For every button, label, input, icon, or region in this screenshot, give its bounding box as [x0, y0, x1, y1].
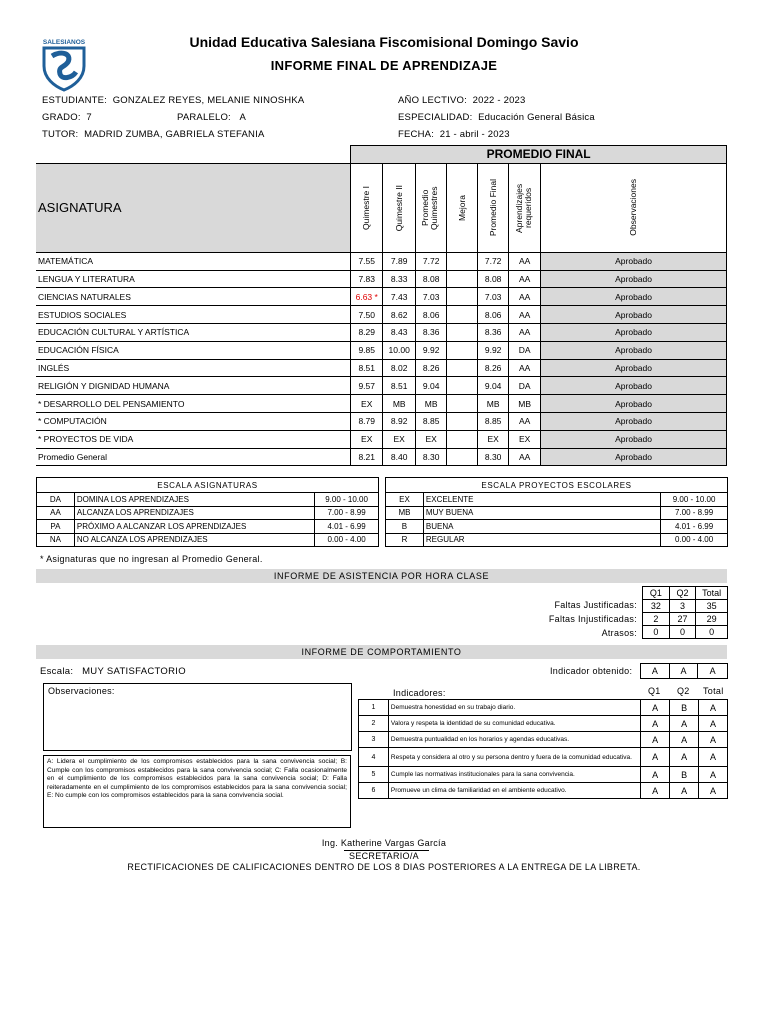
school-name: Unidad Educativa Salesiana Fiscomisional Domingo Savio	[189, 34, 579, 50]
grade-row	[36, 288, 727, 306]
quimestre-1-value: 8.79	[351, 412, 383, 430]
promedio-final-value: 8.30	[478, 448, 509, 466]
aprendizajes-value: AA	[509, 359, 541, 377]
subject-name: MATEMÁTICA	[36, 252, 351, 270]
scale-range: 0.00 - 4.00	[661, 533, 728, 547]
mejora-value	[447, 323, 478, 341]
signature-name: Ing. Katherine Vargas García	[321, 838, 447, 848]
att-header-total: Total	[696, 587, 728, 600]
indicador-total: A	[698, 664, 728, 679]
indicator-text: Valora y respeta la identidad de su comunidad educativa.	[388, 716, 640, 732]
indicador-q1: A	[641, 664, 670, 679]
mejora-value	[447, 252, 478, 270]
scale-range: 7.00 - 8.99	[315, 506, 379, 520]
indicator-row	[359, 783, 728, 799]
grade-row	[36, 270, 727, 288]
promedio-quimestres-value: 8.08	[416, 270, 447, 288]
grade-row	[36, 395, 727, 413]
promedio-final-value: 8.85	[478, 412, 509, 430]
scale-code: EX	[386, 493, 424, 507]
student-name: GONZALEZ REYES, MELANIE NINOSHKA	[112, 95, 305, 106]
scale-description: BUENA	[423, 520, 660, 534]
year-row: AÑO LECTIVO: 2022 - 2023	[398, 95, 526, 106]
indicator-total: A	[699, 783, 728, 799]
quimestre-2-value: 8.43	[383, 323, 416, 341]
promedio-quimestres-value: EX	[416, 430, 447, 448]
aprendizajes-value: AA	[509, 323, 541, 341]
quimestre-1-value: 7.83	[351, 270, 383, 288]
indicator-row	[359, 767, 728, 783]
specialty-value: Educación General Básica	[478, 112, 595, 123]
grade-row	[36, 306, 727, 324]
ind-header-q1: Q1	[648, 686, 661, 696]
promedio-final-value: MB	[478, 395, 509, 413]
indicator-row	[359, 716, 728, 732]
col-promedio-quimestres: Promedio Quimestres	[416, 163, 447, 252]
indicator-text: Demuestra honestidad en su trabajo diario.	[388, 700, 640, 716]
attendance-row	[643, 600, 728, 613]
attendance-row	[643, 613, 728, 626]
mejora-value	[447, 448, 478, 466]
scale-range: 4.01 - 6.99	[661, 520, 728, 534]
attendance-row	[643, 626, 728, 639]
attendance-q2: 0	[669, 626, 696, 639]
indicator-text: Promueve un clima de familiaridad en el ambiente educativo.	[388, 783, 640, 799]
subject-name: CIENCIAS NATURALES	[36, 288, 351, 306]
promedio-final-value: 7.72	[478, 252, 509, 270]
promedio-quimestres-value: 8.85	[416, 412, 447, 430]
subject-name: RELIGIÓN Y DIGNIDAD HUMANA	[36, 377, 351, 395]
indicator-q1: A	[641, 783, 670, 799]
mejora-value	[447, 377, 478, 395]
subject-name: INGLÉS	[36, 359, 351, 377]
date-value: 21 - abril - 2023	[439, 129, 510, 140]
observacion-value: Aprobado	[541, 412, 727, 430]
mejora-value	[447, 430, 478, 448]
promedio-final-value: EX	[478, 430, 509, 448]
quimestre-1-value: EX	[351, 430, 383, 448]
scale-description: MUY BUENA	[423, 506, 660, 520]
comportamiento-title: INFORME DE COMPORTAMIENTO	[36, 645, 727, 659]
col-observaciones: Observaciones	[541, 163, 727, 252]
report-title: INFORME FINAL DE APRENDIZAJE	[270, 58, 498, 73]
observaciones-box[interactable]	[43, 683, 352, 751]
indicator-q1: A	[641, 732, 670, 748]
tutor-row: TUTOR: MADRID ZUMBA, GABRIELA STEFANIA	[42, 129, 265, 140]
quimestre-1-value: 9.85	[351, 341, 383, 359]
promedio-final-value: 8.06	[478, 306, 509, 324]
promedio-final-value: 9.92	[478, 341, 509, 359]
indicator-number: 3	[359, 732, 389, 748]
aprendizajes-value: EX	[509, 430, 541, 448]
quimestre-1-value: 9.57	[351, 377, 383, 395]
grade-row: GRADO: 7	[42, 112, 92, 123]
quimestre-2-value: 8.33	[383, 270, 416, 288]
escala-asignaturas-title: ESCALA ASIGNATURAS	[37, 478, 379, 493]
quimestre-2-value: 7.89	[383, 252, 416, 270]
scale-code: DA	[37, 493, 75, 507]
escala-proyectos-table	[385, 477, 728, 547]
scale-description: NO ALCANZA LOS APRENDIZAJES	[74, 533, 314, 547]
aprendizajes-value: AA	[509, 270, 541, 288]
mejora-value	[447, 288, 478, 306]
quimestre-2-value: 8.51	[383, 377, 416, 395]
indicator-q2: A	[670, 783, 699, 799]
paralelo-value: A	[239, 112, 246, 123]
indicator-text: Respeta y considera al otro y su persona dentro y fuera de la comunidad educativa.	[388, 748, 640, 767]
grade-row	[36, 412, 727, 430]
promedio-final-title: PROMEDIO FINAL	[351, 146, 727, 164]
indicadores-table	[358, 699, 728, 799]
col-mejora: Mejora	[447, 163, 478, 252]
indicator-q2: B	[670, 767, 699, 783]
ind-header-total: Total	[703, 686, 724, 696]
indicadores-label: Indicadores:	[393, 688, 446, 698]
indicator-total: A	[699, 748, 728, 767]
indicator-text: Cumple las normativas institucionales para la sana convivencia.	[388, 767, 640, 783]
asistencia-title: INFORME DE ASISTENCIA POR HORA CLASE	[36, 569, 727, 583]
promedio-quimestres-value: 8.30	[416, 448, 447, 466]
subject-name: * DESARROLLO DEL PENSAMIENTO	[36, 395, 351, 413]
attendance-q1: 2	[643, 613, 670, 626]
quimestre-2-value: 8.40	[383, 448, 416, 466]
specialty-row: ESPECIALIDAD: Educación General Básica	[398, 112, 595, 123]
quimestre-2-value: 8.02	[383, 359, 416, 377]
paralelo-row: PARALELO: A	[177, 112, 246, 123]
quimestre-2-value: 10.00	[383, 341, 416, 359]
indicator-text: Demuestra puntualidad en los horarios y agendas educativas.	[388, 732, 640, 748]
grade-row	[36, 359, 727, 377]
quimestre-1-value: 6.63 *	[351, 288, 383, 306]
escala-row: Escala: MUY SATISFACTORIO	[40, 666, 186, 677]
col-aprendizajes: Aprendizajes requeridos	[509, 163, 541, 252]
indicador-q2: A	[669, 664, 698, 679]
attendance-total: 35	[696, 600, 728, 613]
asignatura-header: ASIGNATURA	[36, 163, 351, 252]
aprendizajes-value: AA	[509, 306, 541, 324]
indicator-number: 4	[359, 748, 389, 767]
grades-table	[36, 145, 727, 466]
indicator-total: A	[699, 767, 728, 783]
subject-name: Promedio General	[36, 448, 351, 466]
aprendizajes-value: AA	[509, 448, 541, 466]
promedio-quimestres-value: 9.04	[416, 377, 447, 395]
scale-row	[37, 493, 379, 507]
indicator-number: 2	[359, 716, 389, 732]
scale-row	[386, 520, 728, 534]
promedio-quimestres-value: 9.92	[416, 341, 447, 359]
signature-role: SECRETARIO/A	[349, 851, 419, 861]
scale-description: REGULAR	[423, 533, 660, 547]
scale-code: MB	[386, 506, 424, 520]
indicador-table	[640, 663, 728, 679]
promedio-quimestres-value: MB	[416, 395, 447, 413]
grade-row	[36, 323, 727, 341]
grade-row	[36, 377, 727, 395]
indicator-q2: A	[670, 716, 699, 732]
col-promedio-final: Promedio Final	[478, 163, 509, 252]
subject-name: * PROYECTOS DE VIDA	[36, 430, 351, 448]
indicator-total: A	[699, 732, 728, 748]
indicator-row	[359, 748, 728, 767]
subject-name: LENGUA Y LITERATURA	[36, 270, 351, 288]
quimestre-2-value: 7.43	[383, 288, 416, 306]
scale-row	[37, 506, 379, 520]
grade-row	[36, 448, 727, 466]
subject-name: EDUCACIÓN FÍSICA	[36, 341, 351, 359]
mejora-value	[447, 270, 478, 288]
scale-row	[386, 533, 728, 547]
mejora-value	[447, 412, 478, 430]
indicator-q1: A	[641, 748, 670, 767]
indicator-number: 5	[359, 767, 389, 783]
promedio-final-value: 7.03	[478, 288, 509, 306]
comportamiento-legend: A: Lidera el cumplimiento de los compromisos establecidos para la sana convivencia social; B: Cumple con los compromisos establecidos para la sana convivencia social; C: Falla ocasionalmente en el cumplimiento de los compromisos establecidos para la sana convivencia social; D: Falla reiteradamente en el cumplimiento de los compromisos establecidos para la sana convivencia social; E: No cumple con los compromisos establecidos para la sana convivencia social.	[43, 755, 351, 828]
grade-row	[36, 430, 727, 448]
quimestre-1-value: 8.21	[351, 448, 383, 466]
promedio-quimestres-value: 8.26	[416, 359, 447, 377]
promedio-quimestres-value: 8.06	[416, 306, 447, 324]
mejora-value	[447, 395, 478, 413]
attendance-q1: 32	[643, 600, 670, 613]
quimestre-1-value: 8.29	[351, 323, 383, 341]
aprendizajes-value: AA	[509, 252, 541, 270]
attendance-q2: 3	[669, 600, 696, 613]
mejora-value	[447, 306, 478, 324]
indicator-q1: A	[641, 767, 670, 783]
year-value: 2022 - 2023	[472, 95, 526, 106]
mejora-value	[447, 359, 478, 377]
aprendizajes-value: DA	[509, 341, 541, 359]
indicator-row	[359, 700, 728, 716]
quimestre-2-value: MB	[383, 395, 416, 413]
scale-code: NA	[37, 533, 75, 547]
att-header-q1: Q1	[643, 587, 670, 600]
student-row: ESTUDIANTE: GONZALEZ REYES, MELANIE NINOSHKA	[42, 95, 305, 106]
attendance-q1: 0	[643, 626, 670, 639]
rectification-note: RECTIFICACIONES DE CALIFICACIONES DENTRO DE LOS 8 DIAS POSTERIORES A LA ENTREGA DE LA LIBRETA.	[127, 862, 641, 872]
indicator-total: A	[699, 700, 728, 716]
promedio-final-value: 9.04	[478, 377, 509, 395]
quimestre-2-value: EX	[383, 430, 416, 448]
scale-row	[37, 533, 379, 547]
scale-code: PA	[37, 520, 75, 534]
date-row: FECHA: 21 - abril - 2023	[398, 129, 510, 140]
quimestre-1-value: EX	[351, 395, 383, 413]
scale-range: 4.01 - 6.99	[315, 520, 379, 534]
scale-description: EXCELENTE	[423, 493, 660, 507]
subject-name: EDUCACIÓN CULTURAL Y ARTÍSTICA	[36, 323, 351, 341]
observacion-value: Aprobado	[541, 377, 727, 395]
ind-header-q2: Q2	[677, 686, 690, 696]
quimestre-1-value: 7.55	[351, 252, 383, 270]
promedio-quimestres-value: 7.03	[416, 288, 447, 306]
observacion-value: Aprobado	[541, 252, 727, 270]
asistencia-table	[642, 586, 728, 639]
observacion-value: Aprobado	[541, 341, 727, 359]
promedio-quimestres-value: 7.72	[416, 252, 447, 270]
grade-row	[36, 341, 727, 359]
scale-range: 9.00 - 10.00	[661, 493, 728, 507]
observacion-value: Aprobado	[541, 430, 727, 448]
aprendizajes-value: AA	[509, 288, 541, 306]
scale-range: 7.00 - 8.99	[661, 506, 728, 520]
col-quimestre-2: Quimestre II	[383, 163, 416, 252]
observacion-value: Aprobado	[541, 395, 727, 413]
logo-text: SALESIANOS	[42, 39, 86, 46]
observacion-value: Aprobado	[541, 448, 727, 466]
attendance-total: 29	[696, 613, 728, 626]
quimestre-2-value: 8.92	[383, 412, 416, 430]
scale-range: 0.00 - 4.00	[315, 533, 379, 547]
att-header-q2: Q2	[669, 587, 696, 600]
observacion-value: Aprobado	[541, 323, 727, 341]
aprendizajes-value: AA	[509, 412, 541, 430]
quimestre-2-value: 8.62	[383, 306, 416, 324]
indicator-q1: A	[641, 716, 670, 732]
indicador-label: Indicador obtenido:	[550, 666, 633, 676]
indicator-q2: A	[670, 748, 699, 767]
scale-description: DOMINA LOS APRENDIZAJES	[74, 493, 314, 507]
escala-asignaturas-table	[36, 477, 379, 547]
indicator-row	[359, 732, 728, 748]
col-quimestre-1: Quimestre I	[351, 163, 383, 252]
aprendizajes-value: DA	[509, 377, 541, 395]
grade-row	[36, 252, 727, 270]
indicator-total: A	[699, 716, 728, 732]
attendance-label: Atrasos:	[601, 628, 637, 638]
observaciones-label: Observaciones:	[48, 686, 115, 696]
indicator-number: 1	[359, 700, 389, 716]
observacion-value: Aprobado	[541, 359, 727, 377]
scale-code: B	[386, 520, 424, 534]
promedio-final-value: 8.36	[478, 323, 509, 341]
scale-row	[37, 520, 379, 534]
tutor-name: MADRID ZUMBA, GABRIELA STEFANIA	[84, 129, 265, 140]
aprendizajes-value: MB	[509, 395, 541, 413]
escala-value: MUY SATISFACTORIO	[82, 666, 186, 677]
subject-name: * COMPUTACIÓN	[36, 412, 351, 430]
observacion-value: Aprobado	[541, 288, 727, 306]
promedio-final-value: 8.08	[478, 270, 509, 288]
promedio-final-value: 8.26	[478, 359, 509, 377]
quimestre-1-value: 8.51	[351, 359, 383, 377]
promedio-quimestres-value: 8.36	[416, 323, 447, 341]
scale-code: AA	[37, 506, 75, 520]
scale-row	[386, 493, 728, 507]
indicator-number: 6	[359, 783, 389, 799]
observacion-value: Aprobado	[541, 270, 727, 288]
subject-name: ESTUDIOS SOCIALES	[36, 306, 351, 324]
attendance-label: Faltas Justificadas:	[554, 600, 637, 610]
attendance-total: 0	[696, 626, 728, 639]
quimestre-1-value: 7.50	[351, 306, 383, 324]
scale-code: R	[386, 533, 424, 547]
scale-description: ALCANZA LOS APRENDIZAJES	[74, 506, 314, 520]
grade-value: 7	[86, 112, 92, 123]
footnote: * Asignaturas que no ingresan al Promedio General.	[40, 554, 263, 564]
indicator-q2: B	[670, 700, 699, 716]
scale-row	[386, 506, 728, 520]
mejora-value	[447, 341, 478, 359]
attendance-label: Faltas Injustificadas:	[548, 614, 637, 624]
observacion-value: Aprobado	[541, 306, 727, 324]
attendance-q2: 27	[669, 613, 696, 626]
escala-proyectos-title: ESCALA PROYECTOS ESCOLARES	[386, 478, 728, 493]
indicator-q1: A	[641, 700, 670, 716]
scale-description: PRÓXIMO A ALCANZAR LOS APRENDIZAJES	[74, 520, 314, 534]
indicator-q2: A	[670, 732, 699, 748]
scale-range: 9.00 - 10.00	[315, 493, 379, 507]
